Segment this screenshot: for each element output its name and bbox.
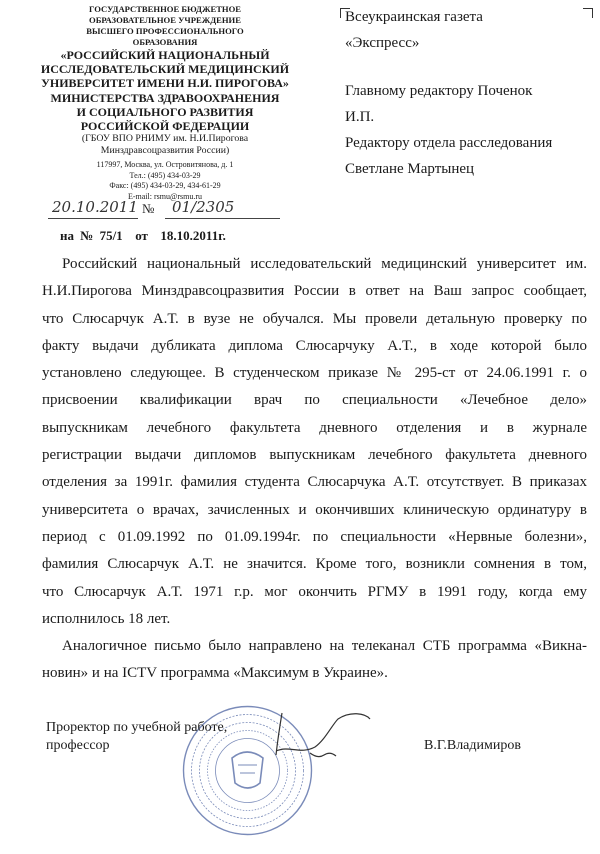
letter-body	[42, 251, 587, 688]
letterhead-line: РОССИЙСКОЙ ФЕДЕРАЦИИ	[80, 119, 250, 134]
text-line: установлено следующее. В студенческом приказе № 295-ст от 24.06.1991 г. о	[42, 365, 587, 382]
recipient-line: Редактору отдела расследования	[345, 135, 553, 151]
letterhead-line: МИНИСТЕРСТВА ЗДРАВООХРАНЕНИЯ	[50, 90, 280, 105]
letterhead-line: «РОССИЙСКИЙ НАЦИОНАЛЬНЫЙ	[60, 48, 270, 62]
text-line: Аналогичное письмо было направлено на телеканал СТБ программа «Викна-	[62, 638, 587, 655]
outgoing-date: 20.10.2011	[52, 198, 138, 216]
recipient-line: Светлане Мартынец	[345, 161, 475, 177]
text-line: исполнилось 18 лет.	[42, 610, 171, 627]
letterhead-line: ГОСУДАРСТВЕННОЕ БЮДЖЕТНОЕ	[88, 4, 242, 14]
letterhead-line: (ГБОУ ВПО РНИМУ им. Н.И.Пирогова	[81, 133, 249, 145]
letterhead-line: И СОЦИАЛЬНОГО РАЗВИТИЯ	[76, 104, 254, 119]
recipient-line: «Экспресс»	[345, 35, 420, 51]
paragraph-2	[42, 633, 587, 688]
address: 117997, Москва, ул. Островитянова, д. 1	[96, 160, 234, 170]
recipient-line: Всеукраинская газета	[345, 9, 483, 25]
reference-prefix: на №	[60, 228, 94, 243]
text-line: период с 01.09.1992 по 01.09.1994г. по специальности «Нервные болезни»,	[42, 528, 587, 545]
text-line: факту выдачи дубликата диплома Слюсарчуку А.Т., в ходе которой было	[42, 337, 587, 354]
reference-line	[60, 228, 226, 244]
text-line: присвоении квалификации врач по специальности «Лечебное дело»	[42, 392, 587, 409]
outgoing-num: 01/2305	[172, 198, 235, 216]
text-line: отделения за 1991г. фамилия студента Слюсарчука А.Т. отсутствует. В приказах	[42, 474, 587, 491]
text-line: Н.И.Пирогова Минздравсоцразвития России в ответ на Ваш запрос сообщает,	[42, 283, 587, 300]
letterhead-line: УНИВЕРСИТЕТ ИМЕНИ Н.И. ПИРОГОВА»	[41, 76, 289, 91]
signatory-rank: профессор	[46, 738, 110, 753]
text-line: выпускникам лечебного факультета дневного отделения и в журнале	[42, 419, 587, 436]
recipient-line: И.П.	[345, 109, 375, 125]
fax: Факс: (495) 434-03-29, 434-61-29	[109, 181, 221, 191]
text-line: университета о врачах, зачисленных и окончивших клиническую ординатуру в	[42, 501, 587, 518]
email: E-mail: rsmu@rsmu.ru	[127, 192, 203, 201]
letterhead-line: ВЫСШЕГО ПРОФЕССИОНАЛЬНОГО	[86, 26, 244, 36]
reference-from: от	[135, 228, 148, 243]
text-line: что Слюсарчук А.Т. в вузе не обучался. Мы провели детальную проверку по	[42, 310, 587, 327]
reference-date: 18.10.2011г.	[160, 228, 226, 243]
corner-mark	[583, 8, 593, 18]
text-line: регистрации выдачи дипломов выпускникам лечебного факультета дневного	[42, 447, 587, 464]
letterhead-line: Минздравсоцразвития России)	[100, 145, 230, 157]
text-line: новин» и на ICTV программа «Максимум в Украине».	[42, 665, 388, 682]
letterhead-line: ИССЛЕДОВАТЕЛЬСКИЙ МЕДИЦИНСКИЙ	[40, 62, 290, 77]
signatory-title: Проректор по учебной работе,	[46, 720, 228, 735]
letterhead-line: ОБРАЗОВАТЕЛЬНОЕ УЧРЕЖДЕНИЕ	[89, 15, 241, 25]
signatory-name: В.Г.Владимиров	[424, 738, 521, 753]
phone: Тел.: (495) 434-03-29	[129, 170, 201, 180]
handwritten-signature	[240, 705, 390, 765]
text-line: что Слюсарчук А.Т. 1971 г.р. мог окончить РГМУ в 1991 году, когда ему	[42, 583, 587, 600]
text-line: Российский национальный исследовательский медицинский университет им.	[62, 256, 587, 272]
recipient-line	[345, 56, 552, 78]
letterhead	[40, 4, 290, 203]
recipient-line: Главному редактору Поченок	[345, 83, 533, 99]
text-line: фамилия Слюсарчук А.Т. не значится. Кроме того, возникли сомнения в том,	[42, 556, 587, 573]
recipient-block	[345, 4, 552, 182]
paragraph-1	[42, 251, 587, 633]
number-label: №	[142, 201, 155, 216]
reference-number: 75/1	[99, 228, 123, 243]
letterhead-line: ОБРАЗОВАНИЯ	[132, 37, 198, 47]
